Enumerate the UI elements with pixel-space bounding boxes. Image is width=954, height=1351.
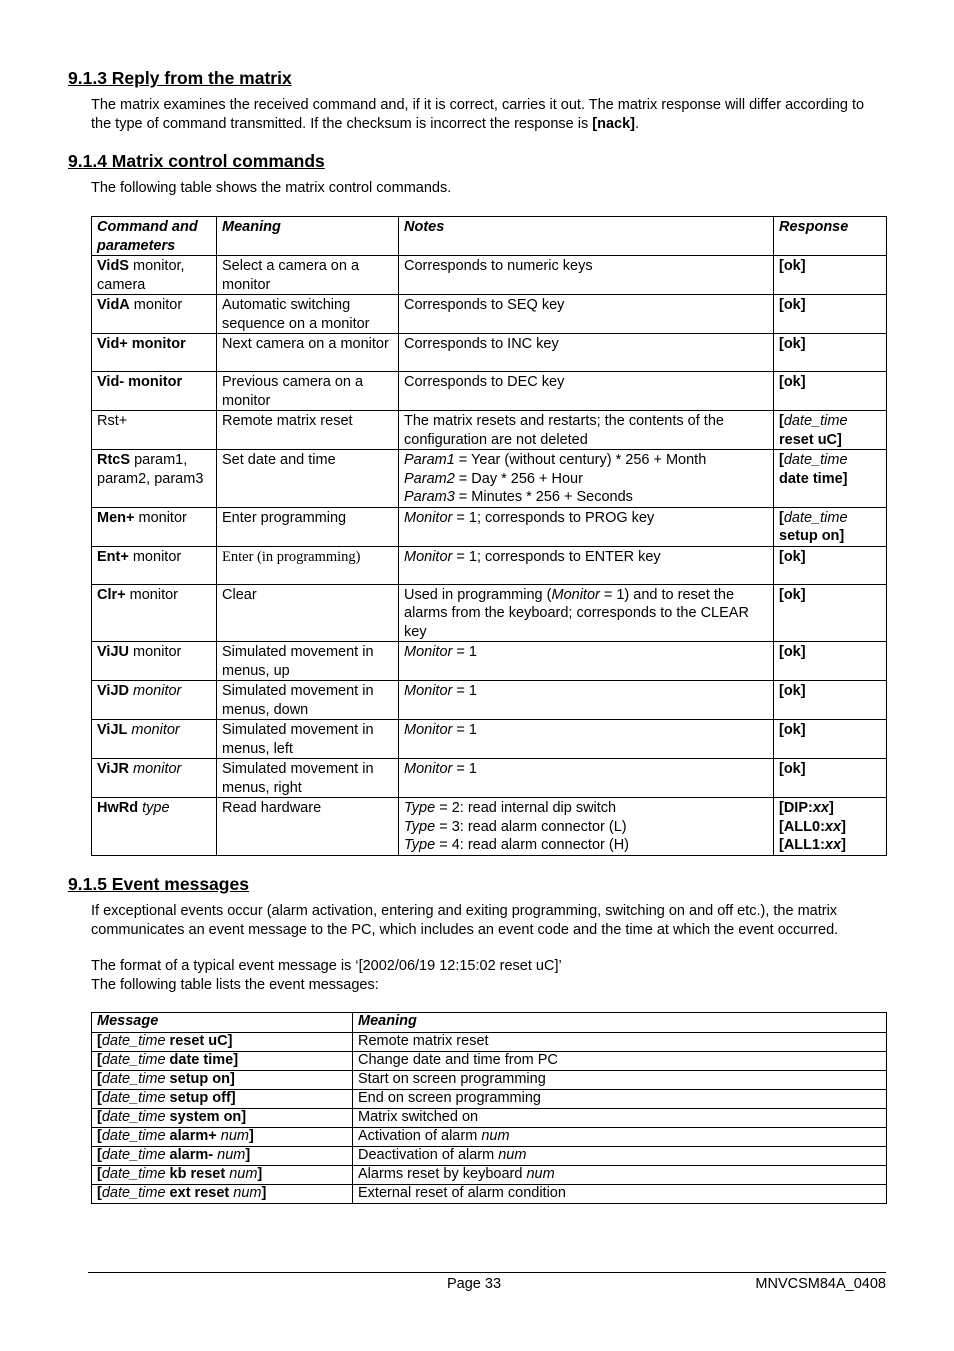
response-bracket: [ (779, 413, 784, 429)
message-datetime: date_time (101, 1109, 166, 1125)
table-row (92, 507, 887, 546)
meaning-cell (217, 372, 399, 411)
command-cell (92, 681, 217, 720)
meaning-text: Next camera on a monitor (222, 336, 389, 352)
meaning-cell (217, 450, 399, 508)
response-text: reset uC] (779, 431, 842, 448)
meaning-num: num (481, 1128, 510, 1144)
meaning-text: Read hardware (222, 800, 322, 816)
heading-9-1-5: 9.1.5 Event messages (68, 874, 249, 894)
meaning-cell (353, 1109, 887, 1128)
meaning-text: Alarms reset by keyboard (358, 1166, 527, 1182)
message-datetime: date_time (101, 1185, 166, 1201)
table-row (92, 372, 887, 411)
message-num: num (217, 1147, 246, 1163)
notes-text: = 1; corresponds to PROG key (452, 509, 655, 526)
meaning-cell (353, 1052, 887, 1071)
event-paragraph-2: The format of a typical event message is ‘[2002/06/19 12:15:02 reset uC]’ (91, 958, 562, 974)
notes-cell (399, 411, 774, 450)
event-paragraph-3: The following table lists the event messages: (91, 977, 379, 993)
table-row (92, 295, 887, 334)
command-name: ViJR (97, 761, 129, 777)
meaning-cell (353, 1033, 887, 1052)
notes-line (404, 799, 768, 818)
message-num: num (229, 1166, 258, 1182)
response-cell (774, 256, 887, 295)
command-cell (92, 411, 217, 450)
reply-paragraph (91, 96, 881, 133)
message-cell (92, 1109, 353, 1128)
response-text: [ok] (779, 722, 806, 738)
command-cell (92, 642, 217, 681)
command-name: RtcS (97, 452, 131, 468)
reply-text: The matrix examines the received command and, if it is correct, carries it out. The matrix response will differ according to the type of command transmitted. If the checksum is incorrect the response is (91, 97, 865, 132)
message-num: num (233, 1185, 262, 1201)
meaning-text: Set date and time (222, 452, 336, 468)
meaning-cell (217, 642, 399, 681)
meaning-num: num (526, 1166, 555, 1182)
message-bracket: [ (97, 1052, 102, 1068)
message-num: num (220, 1128, 249, 1144)
column-header: Notes (399, 217, 774, 256)
reply-text-end: . (635, 115, 640, 132)
table-row (92, 1147, 887, 1166)
meaning-num: num (498, 1147, 527, 1163)
table-row (92, 411, 887, 450)
message-bracket: [ (97, 1185, 102, 1201)
message-bracket: [ (97, 1147, 102, 1163)
command-params: monitor (128, 683, 182, 699)
response-datetime: date_time (783, 413, 848, 429)
message-datetime: date_time (101, 1090, 166, 1106)
message-bracket: ] (248, 1128, 254, 1144)
table-header-row (92, 1013, 887, 1033)
response-cell (774, 759, 887, 798)
message-bracket: [ (97, 1090, 102, 1106)
command-cell (92, 759, 217, 798)
command-params: Rst+ (97, 413, 128, 429)
command-params: monitor, camera (97, 258, 185, 293)
column-header: Response (774, 217, 887, 256)
message-datetime: date_time (101, 1033, 166, 1049)
table-row (92, 1185, 887, 1204)
notes-param: Type (404, 818, 436, 835)
notes-param: Param3 (404, 489, 455, 505)
table-row (92, 450, 887, 508)
response-text: date time] (779, 470, 848, 487)
message-datetime: date_time (101, 1166, 166, 1182)
message-cell (92, 1128, 353, 1147)
message-bracket: ] (245, 1147, 251, 1163)
command-params: monitor (129, 297, 183, 313)
meaning-text: Matrix switched on (358, 1109, 479, 1125)
notes-line (404, 818, 768, 837)
meaning-text: External reset of alarm condition (358, 1185, 566, 1201)
response-cell (774, 411, 887, 450)
notes-param: Monitor (404, 644, 453, 660)
message-code: setup on] (165, 1071, 235, 1087)
response-line (779, 836, 881, 855)
table-header-row (92, 217, 887, 256)
column-header: Command and parameters (92, 217, 217, 256)
notes-text: = 2: read internal dip switch (435, 800, 617, 816)
response-line (779, 818, 881, 837)
notes-cell (399, 798, 774, 856)
commands-intro: The following table shows the matrix control commands. (91, 180, 452, 196)
notes-text: = 1 (452, 722, 477, 738)
response-text: [ok] (779, 258, 806, 274)
meaning-cell (217, 334, 399, 372)
meaning-cell (217, 546, 399, 584)
meaning-text: Remote matrix reset (358, 1033, 489, 1049)
meaning-cell (217, 584, 399, 642)
response-cell (774, 584, 887, 642)
table-row (92, 759, 887, 798)
command-name: Ent+ (97, 548, 129, 565)
response-text: [ALL0: (779, 818, 825, 835)
notes-param: Monitor (404, 683, 453, 699)
notes-text: = 1 (452, 683, 477, 699)
command-params: monitor (125, 586, 179, 603)
meaning-text: Deactivation of alarm (358, 1147, 499, 1163)
matrix-commands-table (91, 216, 887, 856)
notes-param: Param2 (404, 470, 455, 487)
response-cell (774, 546, 887, 584)
notes-param: Param1 (404, 452, 455, 468)
notes-param: Monitor (404, 548, 453, 565)
command-name: ViJL (97, 722, 128, 738)
message-bracket: ] (261, 1185, 267, 1201)
notes-param: Monitor (551, 586, 600, 603)
response-value: xx (824, 837, 842, 853)
response-cell (774, 295, 887, 334)
response-text: [ok] (779, 297, 806, 313)
command-name: VidA (97, 297, 130, 313)
table-row (92, 798, 887, 856)
meaning-text: Simulated movement in menus, left (222, 722, 374, 757)
response-cell (774, 798, 887, 856)
notes-param: Type (404, 837, 436, 853)
meaning-cell (353, 1147, 887, 1166)
message-cell (92, 1147, 353, 1166)
notes-cell (399, 256, 774, 295)
response-datetime: date_time (783, 509, 848, 526)
response-bracket: [ (779, 452, 784, 468)
table-row (92, 720, 887, 759)
notes-cell (399, 681, 774, 720)
command-name: Clr+ (97, 586, 126, 603)
table-row (92, 642, 887, 681)
table-row (92, 1166, 887, 1185)
table-row (92, 1033, 887, 1052)
column-header: Meaning (217, 217, 399, 256)
notes-cell (399, 759, 774, 798)
response-datetime: date_time (783, 452, 848, 468)
table-row (92, 334, 887, 372)
footer-rule (88, 1272, 886, 1273)
event-messages-table (91, 1012, 887, 1204)
command-name: ViJD (97, 683, 129, 699)
message-datetime: date_time (101, 1128, 166, 1144)
meaning-text: Select a camera on a monitor (222, 258, 360, 293)
command-cell (92, 256, 217, 295)
command-params: monitor (128, 644, 182, 660)
message-bracket: [ (97, 1128, 102, 1144)
message-cell (92, 1090, 353, 1109)
meaning-text: Change date and time from PC (358, 1052, 558, 1068)
meaning-cell (217, 507, 399, 546)
message-cell (92, 1185, 353, 1204)
command-params: monitor (128, 548, 182, 565)
notes-text: = Year (without century) * 256 + Month (454, 452, 707, 468)
table-row (92, 1090, 887, 1109)
message-cell (92, 1033, 353, 1052)
message-bracket: [ (97, 1071, 102, 1087)
message-cell (92, 1052, 353, 1071)
response-cell (774, 372, 887, 411)
message-code: system on] (165, 1109, 247, 1125)
meaning-text: Enter (in programming) (222, 548, 361, 565)
command-name: VidS (97, 258, 129, 274)
response-value: xx (824, 818, 842, 835)
response-text: [ok] (779, 586, 806, 603)
response-cell (774, 334, 887, 372)
notes-param: Monitor (404, 509, 453, 526)
command-cell (92, 334, 217, 372)
meaning-cell (217, 720, 399, 759)
notes-text: The matrix resets and restarts; the contents of the configuration are not deleted (404, 413, 724, 448)
message-bracket: ] (257, 1166, 263, 1182)
meaning-text: Automatic switching sequence on a monitor (222, 297, 370, 332)
command-cell (92, 584, 217, 642)
notes-line (404, 470, 768, 489)
notes-text: Corresponds to SEQ key (404, 297, 565, 313)
command-params: type (138, 800, 170, 816)
meaning-cell (353, 1128, 887, 1147)
command-params: monitor (127, 722, 180, 738)
notes-cell (399, 450, 774, 508)
meaning-cell (353, 1071, 887, 1090)
response-text: ] (841, 837, 846, 853)
meaning-text: Simulated movement in menus, right (222, 761, 374, 796)
meaning-cell (217, 295, 399, 334)
command-name: HwRd (97, 800, 139, 816)
notes-text: = 4: read alarm connector (H) (435, 837, 629, 853)
event-paragraph-1: If exceptional events occur (alarm activation, entering and exiting programming, switching on and off etc.), the matrix communicates an event message to the PC, which includes an event code and the time at which the event occurred. (91, 903, 839, 938)
response-text: [DIP: (779, 800, 813, 816)
table-row (92, 546, 887, 584)
response-text: [ALL1: (779, 837, 825, 853)
notes-text: = Minutes * 256 + Seconds (454, 489, 633, 505)
notes-text: = 1 (452, 761, 477, 777)
column-header: Message (92, 1013, 353, 1033)
command-cell (92, 798, 217, 856)
heading-9-1-3: 9.1.3 Reply from the matrix (68, 68, 292, 88)
notes-text: Used in programming ( (404, 586, 552, 603)
meaning-cell (217, 798, 399, 856)
notes-param: Type (404, 800, 436, 816)
response-cell (774, 507, 887, 546)
command-cell (92, 507, 217, 546)
notes-cell (399, 584, 774, 642)
notes-cell (399, 334, 774, 372)
notes-param: Monitor (404, 761, 453, 777)
notes-text: Corresponds to numeric keys (404, 258, 593, 274)
message-datetime: date_time (101, 1147, 166, 1163)
message-code: setup off] (165, 1090, 236, 1106)
response-cell (774, 450, 887, 508)
response-text: [ok] (779, 644, 806, 660)
response-text: setup on] (779, 528, 845, 544)
meaning-cell (217, 759, 399, 798)
meaning-cell (353, 1090, 887, 1109)
notes-cell (399, 295, 774, 334)
notes-param: Monitor (404, 722, 453, 738)
command-cell (92, 720, 217, 759)
document-code: MNVCSM84A_0408 (755, 1276, 886, 1292)
page-number: Page 33 (447, 1276, 502, 1292)
notes-line (404, 488, 768, 507)
response-text: [ok] (779, 683, 806, 699)
table-row (92, 1071, 887, 1090)
table-row (92, 1109, 887, 1128)
meaning-text: Previous camera on a monitor (222, 374, 364, 409)
command-name: ViJU (97, 644, 129, 660)
notes-text: = Day * 256 + Hour (454, 470, 583, 487)
notes-text: = 3: read alarm connector (L) (435, 818, 627, 835)
message-code: date time] (165, 1052, 239, 1068)
response-value: xx (812, 800, 829, 816)
response-text: [ok] (779, 336, 806, 352)
nack-text: [nack] (592, 115, 635, 132)
message-code: reset uC] (165, 1033, 233, 1049)
meaning-text: Activation of alarm (358, 1128, 482, 1144)
response-cell (774, 720, 887, 759)
meaning-cell (217, 411, 399, 450)
response-text: ] (828, 800, 834, 816)
notes-cell (399, 546, 774, 584)
notes-line (404, 836, 768, 855)
command-cell (92, 546, 217, 584)
meaning-text: Clear (222, 586, 257, 603)
message-datetime: date_time (101, 1071, 166, 1087)
notes-cell (399, 507, 774, 546)
notes-text: = 1; corresponds to ENTER key (452, 548, 661, 565)
response-text: [ok] (779, 761, 806, 777)
meaning-text: Simulated movement in menus, down (222, 683, 374, 718)
notes-text: = 1) and to reset the alarms from the keyboard; corresponds to the CLEAR key (404, 586, 749, 640)
command-params: monitor (134, 509, 187, 526)
command-name: Vid- monitor (97, 374, 183, 390)
message-datetime: date_time (101, 1052, 166, 1068)
response-cell (774, 681, 887, 720)
message-bracket: [ (97, 1109, 102, 1125)
notes-text: Corresponds to INC key (404, 336, 559, 352)
message-code: ext reset (165, 1185, 234, 1201)
notes-line (404, 451, 768, 470)
message-bracket: [ (97, 1166, 102, 1182)
command-name: Men+ (97, 509, 135, 526)
response-text: [ok] (779, 548, 806, 565)
response-line (779, 799, 881, 818)
message-code: kb reset (165, 1166, 230, 1182)
notes-cell (399, 372, 774, 411)
command-params: monitor (128, 761, 182, 777)
table-row (92, 256, 887, 295)
response-cell (774, 642, 887, 681)
table-row (92, 1052, 887, 1071)
meaning-text: Simulated movement in menus, up (222, 644, 374, 679)
command-cell (92, 372, 217, 411)
table-row (92, 1128, 887, 1147)
notes-cell (399, 642, 774, 681)
message-code: alarm+ (165, 1128, 221, 1144)
response-bracket: [ (779, 509, 784, 526)
notes-text: = 1 (452, 644, 477, 660)
command-cell (92, 295, 217, 334)
notes-text: Corresponds to DEC key (404, 374, 565, 390)
command-name: Vid+ monitor (97, 336, 186, 352)
heading-9-1-4: 9.1.4 Matrix control commands (68, 151, 325, 171)
meaning-cell (353, 1185, 887, 1204)
response-text: [ok] (779, 374, 806, 390)
table-row (92, 681, 887, 720)
table-row (92, 584, 887, 642)
meaning-cell (353, 1166, 887, 1185)
message-code: alarm- (165, 1147, 218, 1163)
meaning-text: Start on screen programming (358, 1071, 546, 1087)
meaning-cell (217, 256, 399, 295)
response-text: ] (841, 818, 846, 835)
meaning-cell (217, 681, 399, 720)
message-cell (92, 1166, 353, 1185)
message-cell (92, 1071, 353, 1090)
notes-cell (399, 720, 774, 759)
message-bracket: [ (97, 1033, 102, 1049)
meaning-text: Enter programming (222, 509, 347, 526)
command-params: param1, param2, param3 (97, 452, 204, 487)
column-header: Meaning (353, 1013, 887, 1033)
meaning-text: End on screen programming (358, 1090, 541, 1106)
command-cell (92, 450, 217, 508)
meaning-text: Remote matrix reset (222, 413, 353, 429)
